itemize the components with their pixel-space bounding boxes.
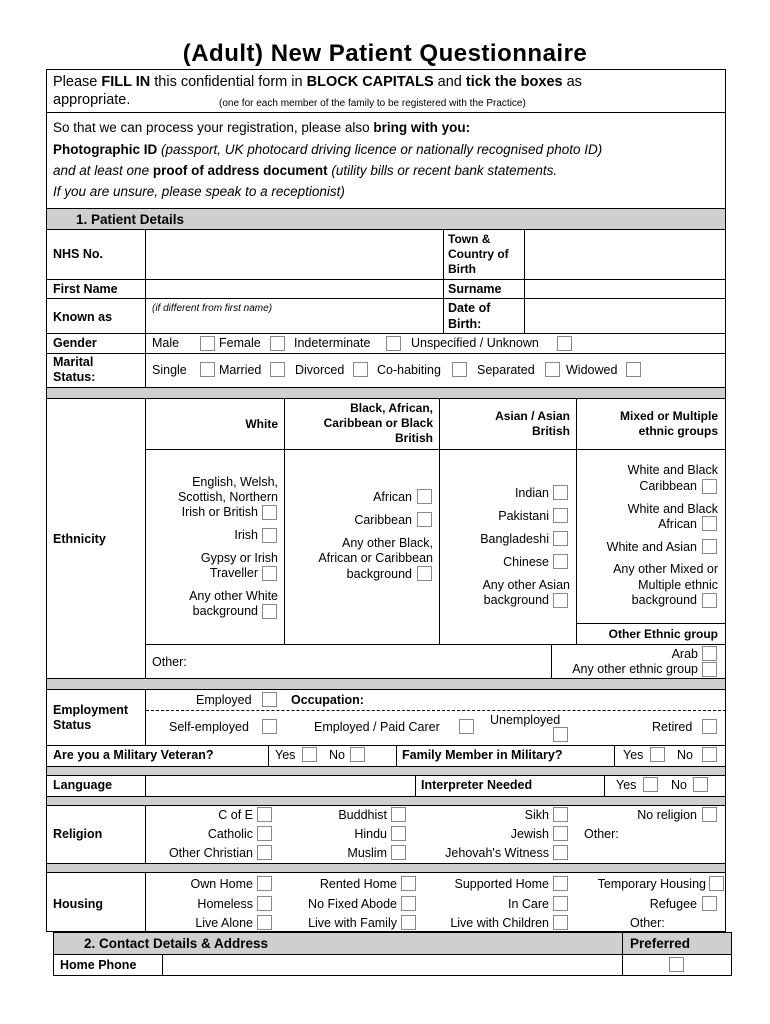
housing-supported-checkbox[interactable]	[553, 876, 568, 891]
surname-input[interactable]	[525, 280, 725, 298]
eth-header-asian-1: Asian / Asian	[495, 409, 570, 423]
eth-black-caribbean: Caribbean	[354, 513, 412, 527]
interpreter-label: Interpreter Needed	[421, 778, 533, 792]
eth-white-english-checkbox[interactable]	[262, 505, 277, 520]
interpreter-no-label: No	[671, 778, 687, 792]
divider	[576, 398, 577, 644]
religion-other-christian-checkbox[interactable]	[257, 845, 272, 860]
religion-buddhist: Buddhist	[338, 808, 387, 822]
eth-white-irish-checkbox[interactable]	[262, 528, 277, 543]
eth-any-other: Any other ethnic group	[572, 662, 698, 676]
divider	[145, 644, 726, 645]
eth-other-input[interactable]	[200, 646, 548, 676]
religion-catholic: Catholic	[207, 827, 253, 841]
religion-jehovah: Jehovah's Witness	[445, 846, 549, 860]
housing-refugee: Refugee	[649, 897, 697, 911]
eth-black-other-3: background	[346, 567, 412, 581]
marital-cohabiting-label: Co-habiting	[377, 363, 441, 377]
home-phone-preferred-checkbox[interactable]	[669, 957, 684, 972]
military-veteran-yes-checkbox[interactable]	[302, 747, 317, 762]
interpreter-no-checkbox[interactable]	[693, 777, 708, 792]
gender-indeterminate-label: Indeterminate	[294, 336, 371, 350]
housing-temporary-checkbox[interactable]	[709, 876, 724, 891]
nhs-input[interactable]	[146, 230, 443, 279]
eth-mixed-other-checkbox[interactable]	[702, 593, 717, 608]
spacer-bar	[47, 388, 725, 398]
divider	[145, 689, 146, 745]
section-2-title: 2. Contact Details & Address	[84, 936, 269, 951]
intro-note: (one for each member of the family to be registered with the Practice)	[219, 98, 526, 109]
eth-other-group-header: Other Ethnic group	[608, 627, 718, 641]
dob-label-2: Birth:	[448, 317, 482, 331]
emp-occupation-label: Occupation:	[291, 693, 364, 707]
eth-asian-chinese-checkbox[interactable]	[553, 554, 568, 569]
religion-hindu-checkbox[interactable]	[391, 826, 406, 841]
marital-label-2: Status:	[53, 370, 96, 384]
military-family-yes-label: Yes	[623, 748, 644, 762]
marital-widowed-label: Widowed	[566, 363, 618, 377]
religion-muslim: Muslim	[347, 846, 387, 860]
housing-label: Housing	[53, 897, 103, 911]
divider	[443, 229, 444, 333]
military-family-yes-checkbox[interactable]	[650, 747, 665, 762]
eth-mixed-wa: White and Asian	[606, 540, 697, 554]
religion-jehovah-checkbox[interactable]	[553, 845, 568, 860]
ethnicity-label: Ethnicity	[53, 532, 106, 546]
eth-asian-chinese: Chinese	[503, 555, 549, 569]
housing-other-label: Other:	[630, 916, 665, 930]
eth-asian-indian: Indian	[514, 486, 549, 500]
eth-other-label: Other:	[152, 655, 187, 669]
eth-header-white: White	[245, 417, 278, 431]
eth-header-black-3: British	[394, 431, 433, 445]
housing-in-care: In Care	[508, 897, 549, 911]
religion-label: Religion	[53, 827, 103, 841]
eth-white-irish: Irish	[234, 528, 258, 542]
emp-unemployed-checkbox[interactable]	[553, 727, 568, 742]
religion-other-input[interactable]	[626, 824, 724, 842]
eth-arab-checkbox[interactable]	[702, 646, 717, 661]
eth-asian-bangladeshi-checkbox[interactable]	[553, 531, 568, 546]
emp-employed-label: Employed	[196, 693, 252, 707]
marital-separated-checkbox[interactable]	[545, 362, 560, 377]
emp-unemployed-label: Unemployed	[490, 713, 561, 727]
home-phone-label: Home Phone	[60, 958, 137, 972]
housing-homeless-checkbox[interactable]	[257, 896, 272, 911]
eth-header-mixed-2: ethnic groups	[638, 424, 718, 438]
section-1-title: 1. Patient Details	[76, 212, 185, 227]
eth-asian-bangladeshi: Bangladeshi	[480, 532, 549, 546]
divider	[46, 805, 726, 806]
religion-hindu: Hindu	[354, 827, 387, 841]
language-input[interactable]	[146, 776, 415, 795]
preferred-header: Preferred	[630, 936, 691, 951]
marital-married-label: Married	[219, 363, 262, 377]
intro-line-6: If you are unsure, please speak to a receptionist)	[53, 184, 345, 199]
emp-self-label: Self-employed	[169, 720, 249, 734]
religion-other-christian: Other Christian	[168, 846, 253, 860]
divider	[622, 932, 623, 976]
dob-label-1: Date of	[448, 301, 491, 315]
eth-white-english-2: Scottish, Northern	[177, 490, 278, 504]
language-label: Language	[53, 778, 113, 792]
divider	[284, 398, 285, 644]
eth-white-gypsy-2: Traveller	[209, 566, 258, 580]
marital-single-checkbox[interactable]	[200, 362, 215, 377]
eth-white-other-1: Any other White	[189, 589, 278, 603]
marital-married-checkbox[interactable]	[270, 362, 285, 377]
eth-black-african-checkbox[interactable]	[417, 489, 432, 504]
military-family-label: Family Member in Military?	[402, 748, 563, 762]
religion-catholic-checkbox[interactable]	[257, 826, 272, 841]
housing-alone: Live Alone	[195, 916, 253, 930]
divider	[46, 353, 726, 354]
eth-mixed-wbc-2: Caribbean	[639, 479, 697, 493]
spacer-bar	[47, 864, 725, 872]
known-as-note: (if different from first name)	[152, 303, 273, 314]
eth-mixed-other-3: background	[631, 593, 697, 607]
housing-rented: Rented Home	[319, 877, 397, 891]
housing-alone-checkbox[interactable]	[257, 915, 272, 930]
divider	[439, 398, 440, 644]
housing-temporary: Temporary Housing	[597, 877, 706, 891]
known-as-input[interactable]	[146, 299, 443, 333]
eth-white-gypsy-checkbox[interactable]	[262, 566, 277, 581]
eth-mixed-other-1: Any other Mixed or	[613, 562, 718, 576]
eth-black-caribbean-checkbox[interactable]	[417, 512, 432, 527]
divider	[614, 745, 615, 766]
divider	[415, 775, 416, 796]
housing-children: Live with Children	[450, 916, 549, 930]
eth-mixed-wa-checkbox[interactable]	[702, 539, 717, 554]
spacer-bar	[47, 679, 725, 689]
first-name-input[interactable]	[146, 280, 443, 298]
gender-female-label: Female	[219, 336, 261, 350]
intro-line-1: Please FILL IN this confidential form in BLOCK CAPITALS and tick the boxes as	[53, 74, 582, 90]
gender-male-checkbox[interactable]	[200, 336, 215, 351]
eth-white-other-checkbox[interactable]	[262, 604, 277, 619]
housing-family: Live with Family	[308, 916, 397, 930]
eth-mixed-wbc-checkbox[interactable]	[702, 479, 717, 494]
eth-black-african: African	[373, 490, 412, 504]
eth-asian-pakistani-checkbox[interactable]	[553, 508, 568, 523]
religion-jewish: Jewish	[510, 827, 549, 841]
emp-self-checkbox[interactable]	[262, 719, 277, 734]
divider	[46, 872, 726, 873]
emp-employed-checkbox[interactable]	[262, 692, 277, 707]
military-veteran-yes-label: Yes	[275, 748, 296, 762]
eth-mixed-wba-1: White and Black	[627, 502, 718, 516]
eth-mixed-wba-checkbox[interactable]	[702, 516, 717, 531]
eth-black-other-checkbox[interactable]	[417, 566, 432, 581]
employment-label-2: Status	[53, 718, 92, 732]
religion-none: No religion	[637, 808, 697, 822]
emp-retired-label: Retired	[652, 720, 693, 734]
divider	[145, 805, 146, 863]
interpreter-yes-checkbox[interactable]	[643, 777, 658, 792]
housing-children-checkbox[interactable]	[553, 915, 568, 930]
military-veteran-no-label: No	[329, 748, 345, 762]
marital-divorced-checkbox[interactable]	[353, 362, 368, 377]
town-label-3: Birth	[448, 262, 476, 276]
eth-asian-pakistani: Pakistani	[498, 509, 549, 523]
marital-divorced-label: Divorced	[295, 363, 345, 377]
intro-line-3: So that we can process your registration, please also bring with you:	[53, 120, 471, 135]
eth-header-mixed-1: Mixed or Multiple	[619, 409, 718, 423]
religion-buddhist-checkbox[interactable]	[391, 807, 406, 822]
eth-mixed-other-2: Multiple ethnic	[638, 578, 718, 592]
eth-arab: Arab	[671, 647, 698, 661]
interpreter-yes-label: Yes	[616, 778, 637, 792]
divider	[145, 872, 146, 932]
eth-header-asian-2: British	[531, 424, 570, 438]
eth-white-english-1: English, Welsh,	[192, 475, 278, 489]
housing-rented-checkbox[interactable]	[401, 876, 416, 891]
divider	[551, 644, 552, 678]
religion-sikh-checkbox[interactable]	[553, 807, 568, 822]
divider	[268, 745, 269, 766]
eth-header-black-2: Caribbean or Black	[323, 416, 433, 430]
religion-jewish-checkbox[interactable]	[553, 826, 568, 841]
eth-asian-other-checkbox[interactable]	[553, 593, 568, 608]
emp-retired-checkbox[interactable]	[702, 719, 717, 734]
religion-cofe: C of E	[218, 808, 253, 822]
eth-asian-other-2: background	[483, 593, 549, 607]
divider	[46, 689, 726, 690]
eth-asian-indian-checkbox[interactable]	[553, 485, 568, 500]
religion-other-label: Other:	[584, 827, 619, 841]
employment-label-1: Employment	[53, 703, 129, 717]
eth-mixed-wbc-1: White and Black	[627, 463, 718, 477]
divider	[46, 112, 726, 113]
gender-male-label: Male	[152, 336, 180, 350]
housing-family-checkbox[interactable]	[401, 915, 416, 930]
eth-asian-other-1: Any other Asian	[482, 578, 570, 592]
housing-other-input[interactable]	[670, 914, 724, 931]
eth-white-other-2: background	[192, 604, 258, 618]
first-name-label: First Name	[53, 282, 118, 296]
military-family-no-label: No	[677, 748, 693, 762]
emp-carer-checkbox[interactable]	[459, 719, 474, 734]
religion-muslim-checkbox[interactable]	[391, 845, 406, 860]
spacer-bar	[47, 797, 725, 805]
eth-mixed-wba-2: African	[658, 517, 697, 531]
religion-cofe-checkbox[interactable]	[257, 807, 272, 822]
page-title: (Adult) New Patient Questionnaire	[182, 40, 588, 67]
gender-unknown-label: Unspecified / Unknown	[411, 336, 539, 350]
town-label-2: Country of	[448, 247, 509, 261]
marital-single-label: Single	[152, 363, 187, 377]
divider	[576, 623, 726, 624]
eth-white-english-3: Irish or British	[181, 505, 258, 519]
housing-nfa-checkbox[interactable]	[401, 896, 416, 911]
eth-any-other-checkbox[interactable]	[702, 662, 717, 677]
religion-none-checkbox[interactable]	[702, 807, 717, 822]
housing-homeless: Homeless	[197, 897, 253, 911]
divider	[604, 775, 605, 796]
surname-label: Surname	[448, 282, 502, 296]
nhs-label: NHS No.	[53, 247, 103, 261]
housing-own: Own Home	[190, 877, 253, 891]
eth-header-black-1: Black, African,	[350, 401, 433, 415]
intro-line-2: appropriate.	[53, 92, 131, 108]
housing-own-checkbox[interactable]	[257, 876, 272, 891]
divider	[396, 745, 397, 766]
religion-sikh: Sikh	[524, 808, 549, 822]
gender-indeterminate-checkbox[interactable]	[386, 336, 401, 351]
intro-line-5: and at least one proof of address document (utility bills or recent bank statements.	[53, 163, 558, 178]
gender-label: Gender	[53, 336, 97, 350]
marital-label-1: Marital	[53, 355, 94, 369]
emp-occupation-input[interactable]	[375, 691, 725, 709]
divider	[145, 449, 726, 450]
home-phone-input[interactable]	[163, 955, 622, 975]
gender-unknown-checkbox[interactable]	[557, 336, 572, 351]
divider	[145, 398, 146, 678]
spacer-bar	[47, 767, 725, 775]
eth-black-other-2: African or Caribbean	[318, 551, 433, 565]
housing-nfa: No Fixed Abode	[308, 897, 397, 911]
dashed-divider	[146, 710, 726, 711]
divider	[46, 208, 726, 209]
known-as-label: Known as	[53, 310, 113, 324]
dob-input[interactable]	[525, 299, 725, 333]
intro-line-4: Photographic ID (passport, UK photocard driving licence or nationally recognised photo ID)	[53, 142, 603, 157]
military-veteran-label: Are you a Military Veteran?	[53, 748, 214, 762]
military-veteran-no-checkbox[interactable]	[350, 747, 365, 762]
emp-carer-label: Employed / Paid Carer	[314, 720, 440, 734]
military-family-no-checkbox[interactable]	[702, 747, 717, 762]
town-input[interactable]	[525, 230, 725, 279]
housing-in-care-checkbox[interactable]	[553, 896, 568, 911]
marital-widowed-checkbox[interactable]	[626, 362, 641, 377]
housing-supported: Supported Home	[454, 877, 549, 891]
housing-refugee-checkbox[interactable]	[702, 896, 717, 911]
eth-black-other-1: Any other Black,	[341, 536, 433, 550]
gender-female-checkbox[interactable]	[270, 336, 285, 351]
eth-white-gypsy-1: Gypsy or Irish	[200, 551, 278, 565]
marital-separated-label: Separated	[477, 363, 535, 377]
divider	[46, 398, 726, 399]
marital-cohabiting-checkbox[interactable]	[452, 362, 467, 377]
town-label-1: Town &	[448, 232, 491, 246]
divider	[46, 333, 726, 334]
divider	[46, 745, 726, 746]
